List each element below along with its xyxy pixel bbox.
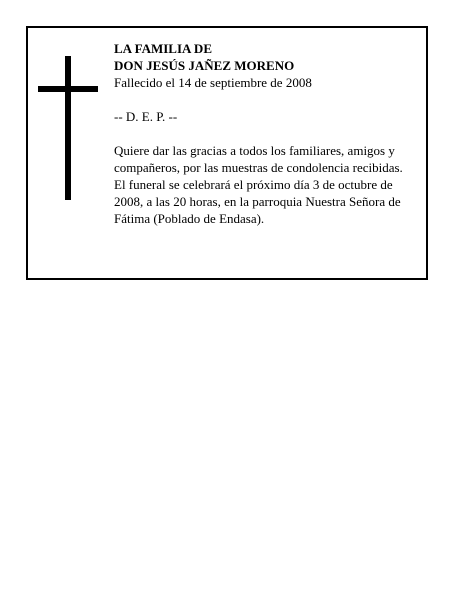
obituary-notice [26, 26, 428, 280]
cross-horizontal-bar [38, 86, 98, 92]
notice-message: Quiere dar las gracias a todos los familiares, amigos y compañeros, por las muestras de condolencia recibidas. El funeral se celebrará el próximo día 3 de octubre de 2008, a las 20 horas, en la parroquia Nuestra Señora de Fátima (Poblado de Endasa). [114, 143, 403, 226]
notice-text [114, 40, 414, 227]
death-date: Fallecido el 14 de septiembre de 2008 [114, 75, 312, 90]
notice-title-name: DON JESÚS JAÑEZ MORENO [114, 58, 295, 73]
notice-title-family: LA FAMILIA DE [114, 41, 212, 56]
cross-icon [38, 56, 98, 200]
cross-vertical-bar [65, 56, 71, 200]
rip-line: -- D. E. P. -- [114, 109, 178, 124]
